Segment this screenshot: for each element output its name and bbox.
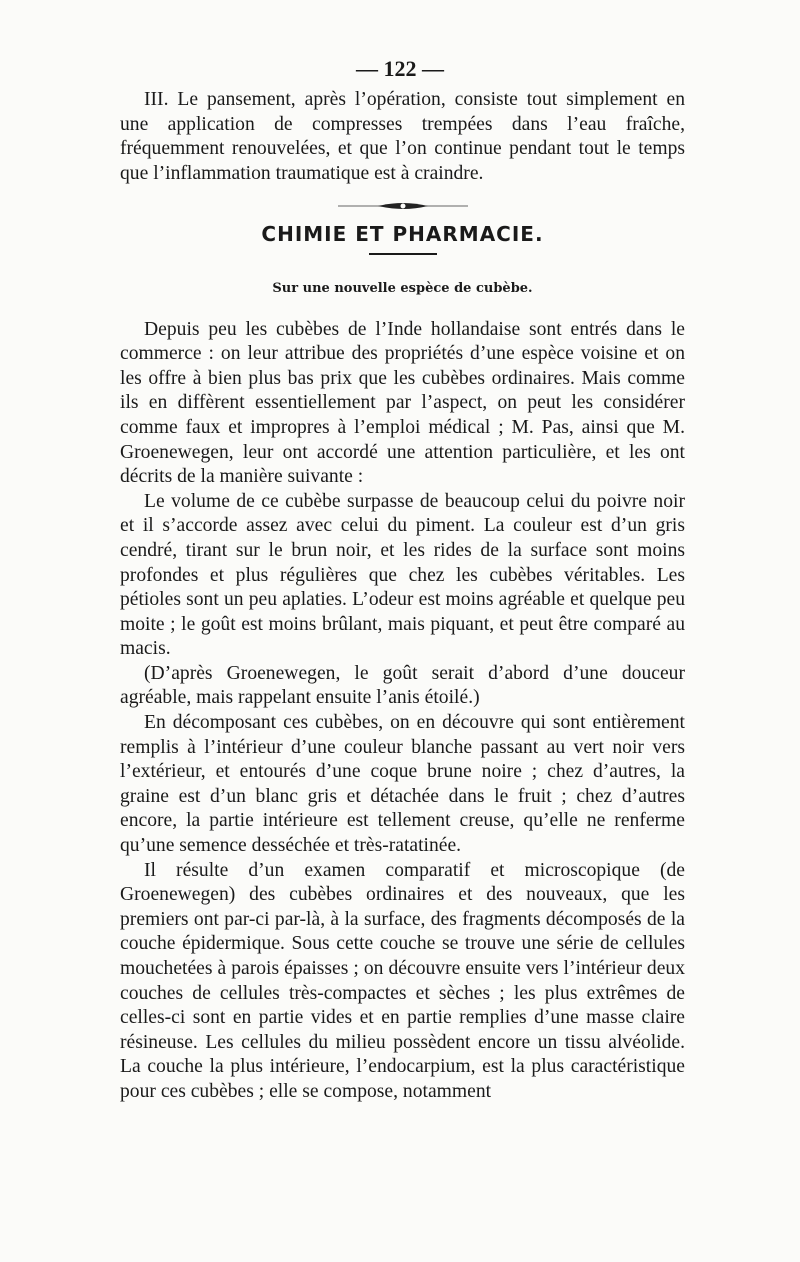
divider-ornament-icon [338, 200, 468, 212]
intro-paragraph: III. Le pansement, après l’opération, consiste tout simplement en une application de compresses trempées dans l’eau fraîche, fréquemment renouvelées, et que l’on continue pendant tout le temps que l’inflammation traumatique est à craindre. [120, 89, 685, 184]
section-heading: CHIMIE ET PHARMACIE. [261, 222, 544, 247]
article-title: Sur une nouvelle espèce de cubèbe. [272, 280, 533, 296]
page-number: — 122 — [356, 56, 444, 81]
paragraph-5: Il résulte d’un examen comparatif et microscopique (de Groenewegen) des cubèbes ordinaires et des nouveaux, que les premiers ont par-ci par-là, à la surface, des fragments décomposés de la couche épidermique. Sous cette couche se trouve une série de cellules mouchetées à parois épaisses ; on découvre ensuite vers l’intérieur deux couches de cellules très-compactes et sèches ; les plus extrêmes de celles-ci sont en partie vides et en partie remplies d’une masse claire résineuse. Les cellules du milieu possèdent encore un tissu alvéolide. La couche la plus intérieure, l’endocarpium, est la plus caractéristique pour ces cubèbes ; elle se compose, notamment [120, 859, 685, 1102]
paragraph-4: En décomposant ces cubèbes, on en découvre qui sont entièrement remplis à l’intérieur d’une couleur blanche passant au vert noir vers l’extérieur, et entourés d’une coque brune noire ; chez d’autres, la graine est d’un blanc gris et détachée dans le fruit ; chez d’autres encore, la partie intérieure est tellement creuse, qu’elle ne renferme qu’une semence desséchée et très-ratatinée. [120, 712, 685, 857]
paragraph-1: Depuis peu les cubèbes de l’Inde hollandaise sont entrés dans le commerce : on leur attribue des propriétés d’une espèce voisine et on les offre à bien plus bas prix que les cubèbes ordinaires. Mais comme ils en diffèrent essentiellement par l’aspect, on peut les considérer comme faux et impropres à l’emploi médical ; M. Pas, ainsi que M. Groenewegen, leur ont accordé une attention particulière, et les ont décrits de la manière suivante : [120, 318, 685, 488]
text-block [120, 88, 685, 1105]
heading-rule [369, 253, 437, 255]
paragraph-3: (D’après Groenewegen, le goût serait d’abord d’une douceur agréable, mais rappelant ensuite l’anis étoilé.) [120, 662, 685, 709]
paragraph-2: Le volume de ce cubèbe surpasse de beaucoup celui du poivre noir et il s’accorde assez avec celui du piment. La couleur est d’un gris cendré, tirant sur le brun noir, et les rides de la surface sont moins profondes et plus régulières que chez les cubèbes véritables. Les pétioles sont un peu aplaties. L’odeur est moins agréable et quelque peu moite ; le goût est moins brûlant, mais piquant, et peut être comparé au macis. [120, 490, 685, 660]
